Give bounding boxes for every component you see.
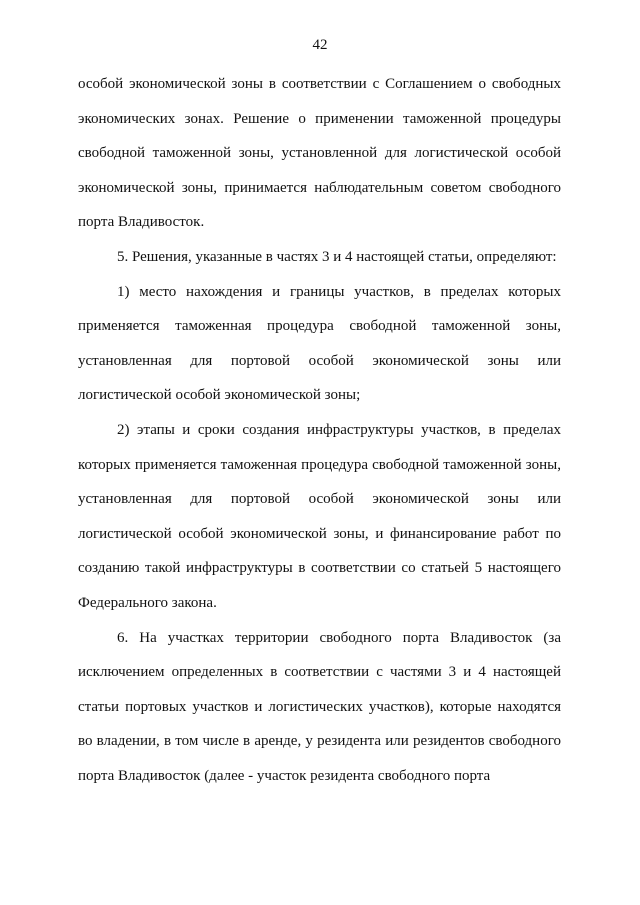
paragraph-subitem-1: 1) место нахождения и границы участков, в пределах которых применяется таможенная процедура свободной таможенной зоны, установленная для портовой особой экономической зоны или логистической особой экономической зоны;: [78, 283, 561, 404]
page-number: 42: [312, 37, 328, 53]
paragraph-subitem-2: 2) этапы и сроки создания инфраструктуры участков, в пределах которых применяется таможенная процедура свободной таможенной зоны, установленная для портовой особой экономической зоны или логистической особой экономической зоны, и финансирование работ по созданию такой инфраструктуры в соответствии со статьей 5 настоящего Федерального закона.: [78, 421, 561, 611]
paragraph-continuation: особой экономической зоны в соответствии с Соглашением о свободных экономических зонах. Решение о применении таможенной процедуры свободной таможенной зоны, установленной для логистической особой экономической зоны, принимается наблюдательным советом свободного порта Владивосток.: [78, 76, 561, 231]
document-body: [78, 67, 561, 793]
paragraph-item-6: 6. На участках территории свободного порта Владивосток (за исключением определенных в соответствии с частями 3 и 4 настоящей статьи портовых участков и логистических участков), которые находятся во владении, в том числе в аренде, у резидента или резидентов свободного порта Владивосток (далее - участок резидента свободного порта: [78, 629, 561, 784]
paragraph-item-5: 5. Решения, указанные в частях 3 и 4 настоящей статьи, определяют:: [117, 248, 557, 265]
